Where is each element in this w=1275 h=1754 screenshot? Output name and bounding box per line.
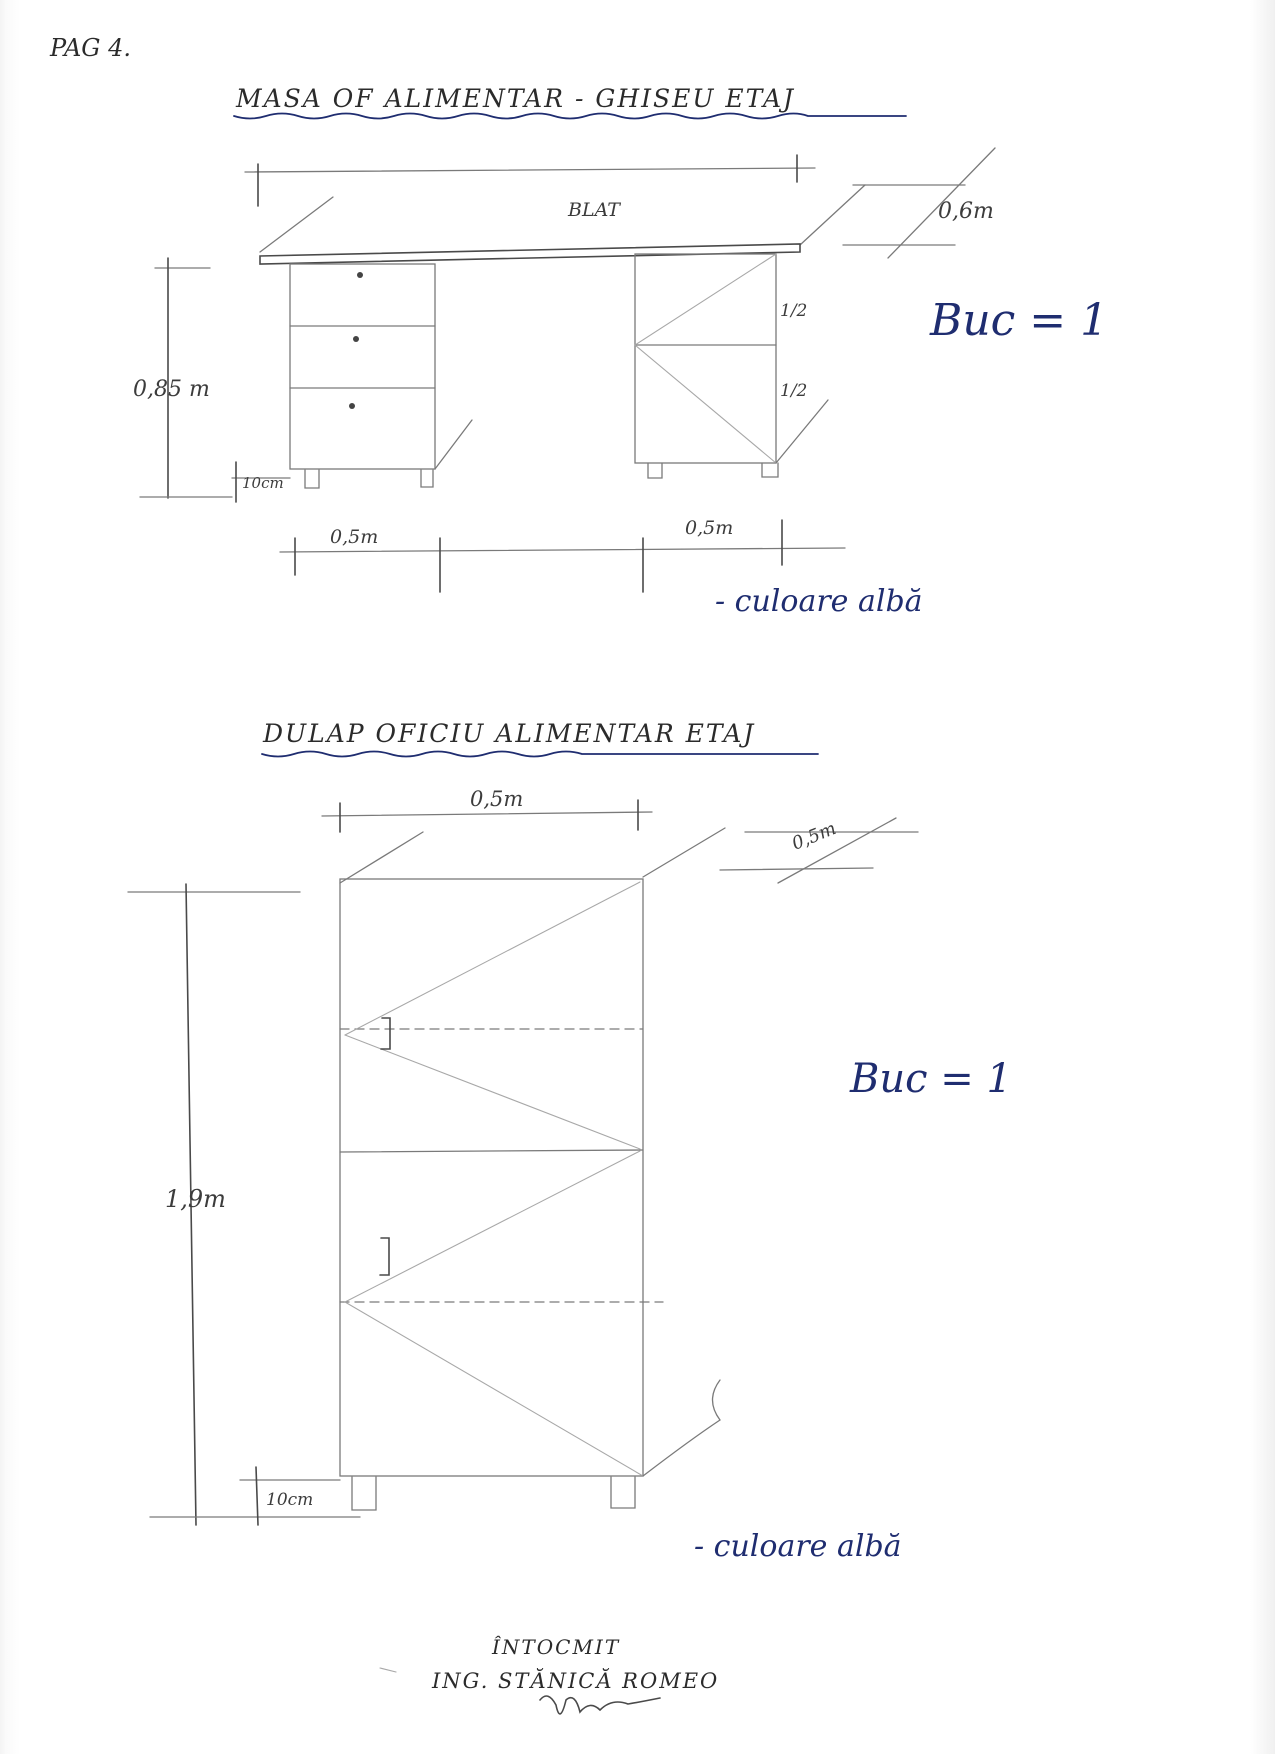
pencil-mark [380,1668,396,1672]
desk-quantity-label: Buc = 1 [930,295,1109,346]
desk-title: MASA OF ALIMENTAR - GHISEU ETAJ [236,84,796,113]
desk-left-width-label: 0,5m [330,526,379,548]
desk-height-label: 0,85 m [133,377,210,402]
signature [540,1696,660,1714]
desk-left-pedestal [290,264,472,488]
drawer-knob [349,403,355,409]
desk-top-label: BLAT [568,199,620,221]
desk-title-underline [234,114,906,119]
desk-depth-label: 0,6m [938,199,994,224]
door-handle [380,1238,389,1275]
cabinet-quantity-label: Buc = 1 [850,1056,1012,1102]
cabinet-leg [352,1477,376,1510]
cabinet-leg [611,1477,635,1508]
door-handle [381,1018,390,1049]
desk-half-top-label: 1/2 [780,301,808,321]
cabinet-title-underline [262,752,818,757]
drawer-knob [353,336,359,342]
desk-leg-height-label: 10cm [242,474,284,492]
footer-prepared-label: ÎNTOCMIT [492,1635,621,1659]
desk-leg [762,463,778,477]
desk-right-pedestal [635,254,828,478]
desk-half-bottom-label: 1/2 [780,381,808,401]
cabinet-color-note: - culoare albă [694,1529,902,1564]
desk-leg [648,463,662,478]
footer-author-name: ING. STĂNICĂ ROMEO [432,1669,720,1693]
desk-leg [305,470,319,488]
desk-top [260,185,865,264]
desk-right-width-label: 0,5m [685,517,734,539]
page-label: PAG 4. [50,34,131,62]
desk-leg [421,470,433,487]
cabinet-title: DULAP OFICIU ALIMENTAR ETAJ [263,719,756,748]
drawer-knob [357,272,363,278]
cabinet-depth-label: 0,5m [789,818,840,855]
cabinet-height-dimension [128,884,360,1525]
cabinet-leg-height-label: 10cm [266,1490,314,1510]
cabinet-body [340,828,725,1510]
cabinet-height-label: 1,9m [165,1185,226,1213]
cabinet-width-label: 0,5m [470,787,524,811]
desk-color-note: - culoare albă [715,584,923,619]
